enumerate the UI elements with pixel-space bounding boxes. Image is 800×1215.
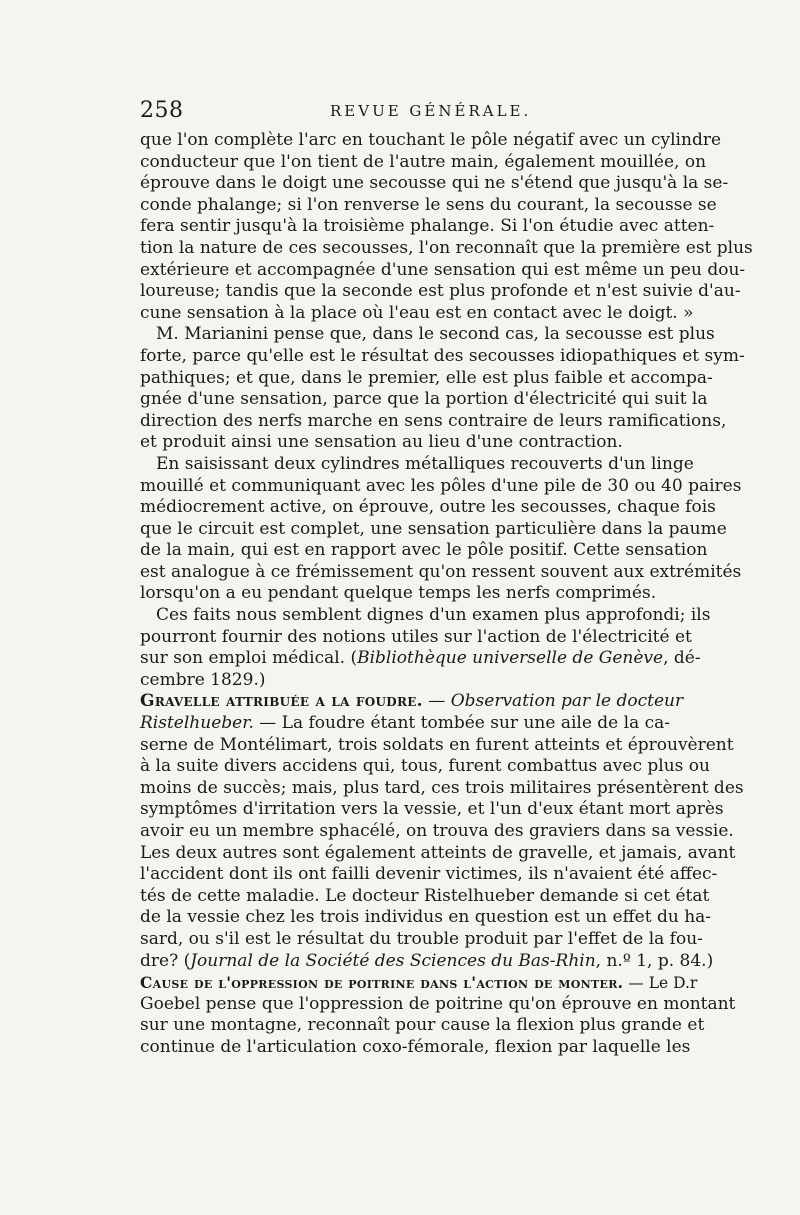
text-line: de la main, qui est en rapport avec le pôle positif. Cette sensation: [140, 540, 708, 561]
page-header: [140, 98, 660, 128]
section-heading-line: [140, 972, 698, 994]
text-line: tion la nature de ces secousses, l'on reconnaît que la première est plus: [140, 237, 753, 258]
text-line: forte, parce qu'elle est le résultat des secousses idiopathiques et sym-: [140, 345, 745, 366]
text-line: avoir eu un membre sphacélé, on trouva des graviers dans sa vessie.: [140, 821, 734, 841]
citation-title: Journal de la Société des Sciences du Bas-Rhin: [190, 950, 596, 971]
text-line: conducteur que l'on tient de l'autre main, également mouillée, on: [140, 151, 707, 172]
text-line: Ces faits nous semblent dignes d'un examen plus approfondi; ils: [156, 605, 711, 626]
text-line: moins de succès; mais, plus tard, ces trois militaires présentèrent des: [140, 777, 744, 798]
heading-dash: —: [422, 691, 451, 712]
observation-label: Observation par le docteur: [450, 691, 684, 712]
text-line: pourront fournir des notions utiles sur l'action de l'électricité et: [140, 626, 692, 647]
text-line: lorsqu'on a eu pendant quelque temps les nerfs comprimés.: [140, 583, 657, 604]
citation-close: , n.º 1, p. 84.): [595, 950, 714, 971]
text-line: En saisissant deux cylindres métalliques recouverts d'un linge: [156, 453, 694, 474]
text-line: médiocrement active, on éprouve, outre les secousses, chaque fois: [140, 497, 716, 518]
text-line: [140, 713, 671, 735]
text-line: sard, ou s'il est le résultat du trouble produit par l'effet de la fou-: [140, 928, 703, 949]
body-text: [140, 130, 753, 1059]
text-line: que le circuit est complet, une sensation particulière dans la paume: [140, 518, 727, 539]
text-line: de la vessie chez les trois individus en question est un effet du ha-: [140, 907, 712, 928]
text-line: à la suite divers accidens qui, tous, furent combattus avec plus ou: [140, 756, 710, 777]
text-line: extérieure et accompagnée d'une sensation qui est même un peu dou-: [140, 259, 746, 280]
text-line: tés de cette maladie. Le docteur Ristelhueber demande si cet état: [140, 885, 710, 906]
text-line: Goebel pense que l'oppression de poitrine qu'on éprouve en montant: [140, 993, 736, 1014]
running-title: REVUE GÉNÉRALE.: [330, 102, 532, 120]
section-heading: Cause de l'oppression de poitrine dans l'action de monter.: [140, 973, 624, 993]
text-line: M. Marianini pense que, dans le second cas, la secousse est plus: [156, 324, 715, 345]
author-name: Ristelhueber.: [140, 713, 254, 734]
text-line: pathiques; et que, dans le premier, elle est plus faible et accompa-: [140, 367, 713, 388]
text-line: sur une montagne, reconnaît pour cause la flexion plus grande et: [140, 1015, 705, 1036]
section-heading: Gravelle attribuée a la foudre.: [140, 691, 423, 712]
text-line: symptômes d'irritation vers la vessie, et l'un d'eux étant mort après: [140, 799, 724, 820]
text-line: mouillé et communiquant avec les pôles d'une pile de 30 ou 40 paires: [140, 475, 742, 496]
text-line: direction des nerfs marche en sens contraire de leurs ramifications,: [140, 410, 727, 431]
text-line: fera sentir jusqu'à la troisième phalange. Si l'on étudie avec atten-: [140, 216, 715, 237]
text-line: que l'on complète l'arc en touchant le pôle négatif avec un cylindre: [140, 130, 722, 150]
text-line: gnée d'une sensation, parce que la portion d'électricité qui suit la: [140, 389, 708, 410]
text-line: Les deux autres sont également atteints de gravelle, et jamais, avant: [140, 842, 736, 863]
text-line: [140, 950, 714, 973]
text-line: loureuse; tandis que la seconde est plus profonde et n'est suivie d'au-: [140, 281, 741, 302]
text-run: — La foudre étant tombée sur une aile de la ca-: [253, 713, 671, 734]
citation-open: sur son emploi médical. (: [140, 648, 358, 669]
section-heading-line: [140, 691, 684, 713]
text-line: continue de l'articulation coxo-fémorale, flexion par laquelle les: [140, 1036, 691, 1057]
citation-title: Bibliothèque universelle de Genève: [357, 648, 664, 669]
text-line: l'accident dont ils ont failli devenir victimes, ils n'avaient été affec-: [140, 864, 718, 885]
text-line: [140, 648, 701, 670]
text-line: et produit ainsi une sensation au lieu d'une contraction.: [140, 432, 623, 453]
text-line: serne de Montélimart, trois soldats en furent atteints et éprouvèrent: [140, 734, 734, 755]
text-line: cune sensation à la place où l'eau est en contact avec le doigt. »: [140, 302, 694, 323]
text-line: conde phalange; si l'on renverse le sens du courant, la secousse se: [140, 194, 717, 215]
page-number: 258: [140, 98, 184, 123]
text-line: est analogue à ce frémissement qu'on ressent souvent aux extrémités: [140, 561, 742, 582]
text-run: — Le D.r: [623, 974, 698, 993]
citation-open: dre? (: [140, 950, 191, 971]
text-line: éprouve dans le doigt une secousse qui ne s'étend que jusqu'à la se-: [140, 173, 729, 194]
citation-close: , dé-: [663, 648, 701, 669]
text-line: cembre 1829.): [140, 669, 266, 690]
